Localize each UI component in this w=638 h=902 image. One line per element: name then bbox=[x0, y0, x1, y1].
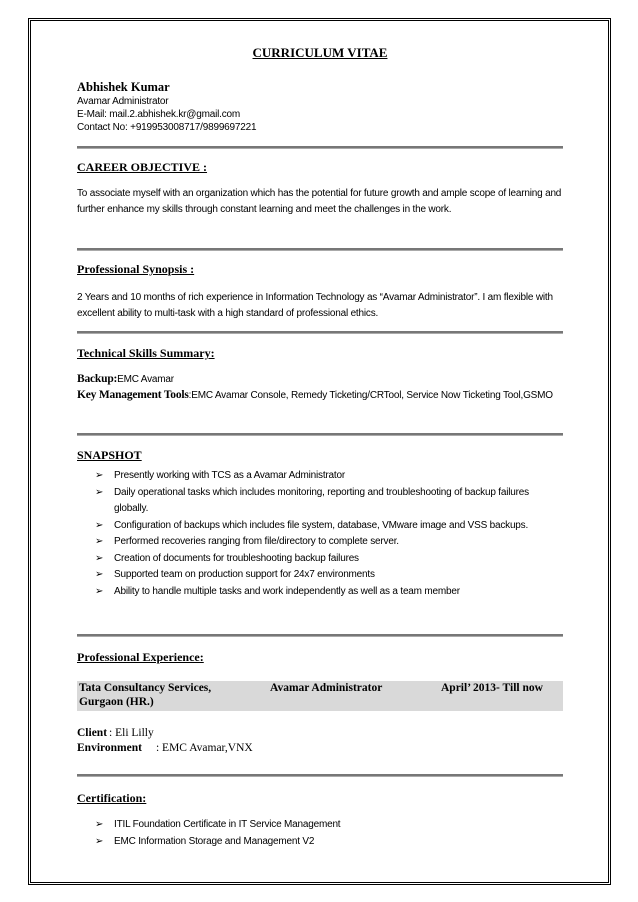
arrow-bullet-icon: ➢ bbox=[95, 519, 104, 531]
certification-list bbox=[95, 817, 561, 850]
snapshot-list bbox=[95, 468, 561, 600]
candidate-role: Avamar Administrator bbox=[77, 96, 169, 107]
arrow-bullet-icon: ➢ bbox=[95, 569, 104, 580]
list-item: ➢ Configuration of backups which includes file system, database, VMware image and VSS backups. bbox=[95, 518, 561, 535]
list-item: ➢ Supported team on production support for 24x7 environments bbox=[95, 567, 561, 584]
period: April’ 2013- Till now bbox=[441, 682, 543, 694]
synopsis-text: 2 Years and 10 months of rich experience in Information Technology as “Avamar Administrator”. I am flexible with excellent ability to multi-task with a high standard of professional ethics. bbox=[77, 292, 553, 319]
company-location: Gurgaon (HR.) bbox=[79, 696, 154, 708]
experience-bar bbox=[77, 681, 563, 711]
list-item: ➢ EMC Information Storage and Management V2 bbox=[95, 834, 561, 851]
company-name: Tata Consultancy Services, bbox=[79, 682, 212, 694]
list-item: ➢ Creation of documents for troubleshooting backup failures bbox=[95, 551, 561, 568]
arrow-bullet-icon: ➢ bbox=[95, 585, 104, 597]
tools-value: :EMC Avamar Console, Remedy Ticketing/CRTool, Service Now Ticketing Tool,GSMO bbox=[188, 390, 553, 401]
client-value: : Eli Lilly bbox=[109, 727, 154, 739]
skills-heading: Technical Skills Summary: bbox=[77, 346, 215, 360]
email: E-Mail: mail.2.abhishek.kr@gmail.com bbox=[77, 109, 241, 120]
list-item: ➢ Ability to handle multiple tasks and work independently as well as a team member bbox=[95, 584, 561, 601]
designation: Avamar Administrator bbox=[270, 682, 383, 694]
synopsis-heading: Professional Synopsis : bbox=[77, 262, 195, 276]
skills-backup bbox=[77, 372, 563, 387]
section-divider bbox=[77, 248, 563, 251]
arrow-bullet-icon: ➢ bbox=[95, 552, 104, 564]
section-divider bbox=[77, 634, 563, 637]
section-divider bbox=[77, 331, 563, 334]
experience-heading: Professional Experience: bbox=[77, 650, 204, 664]
arrow-bullet-icon: ➢ bbox=[95, 536, 104, 547]
environment-value: : EMC Avamar,VNX bbox=[155, 742, 253, 754]
career-objective-heading: CAREER OBJECTIVE : bbox=[77, 160, 208, 174]
backup-label: Backup: bbox=[77, 373, 118, 385]
list-item: ➢ Daily operational tasks which includes monitoring, reporting and troubleshooting of backup failures globally. bbox=[95, 486, 529, 514]
page-title: CURRICULUM VITAE bbox=[252, 45, 388, 60]
environment-label: Environment bbox=[77, 742, 142, 754]
phone: Contact No: +919953008717/9899697221 bbox=[77, 122, 257, 133]
section-divider bbox=[77, 774, 563, 777]
list-item: ➢ Performed recoveries ranging from file/directory to complete server. bbox=[95, 534, 561, 551]
environment-row bbox=[77, 742, 253, 754]
arrow-bullet-icon: ➢ bbox=[95, 486, 104, 498]
certification-heading: Certification: bbox=[77, 791, 147, 805]
client-row bbox=[77, 727, 154, 739]
list-item: ➢ ITIL Foundation Certificate in IT Service Management bbox=[95, 817, 561, 834]
tools-label: Key Management Tools bbox=[77, 389, 189, 401]
arrow-bullet-icon: ➢ bbox=[95, 819, 104, 830]
section-divider bbox=[77, 146, 563, 149]
list-item: ➢ Presently working with TCS as a Avamar Administrator bbox=[95, 468, 561, 485]
arrow-bullet-icon: ➢ bbox=[95, 835, 104, 847]
snapshot-heading: SNAPSHOT bbox=[77, 448, 142, 462]
skills-tools bbox=[77, 388, 563, 403]
career-objective-text: To associate myself with an organization which has the potential for future growth and ample scope of learning and further enhance my skills through constant learning and meet the challenges in the work. bbox=[77, 188, 562, 215]
client-label: Client bbox=[77, 727, 108, 739]
section-divider bbox=[77, 433, 563, 436]
backup-value: EMC Avamar bbox=[117, 374, 174, 385]
candidate-name: Abhishek Kumar bbox=[77, 80, 170, 94]
arrow-bullet-icon: ➢ bbox=[95, 470, 104, 481]
